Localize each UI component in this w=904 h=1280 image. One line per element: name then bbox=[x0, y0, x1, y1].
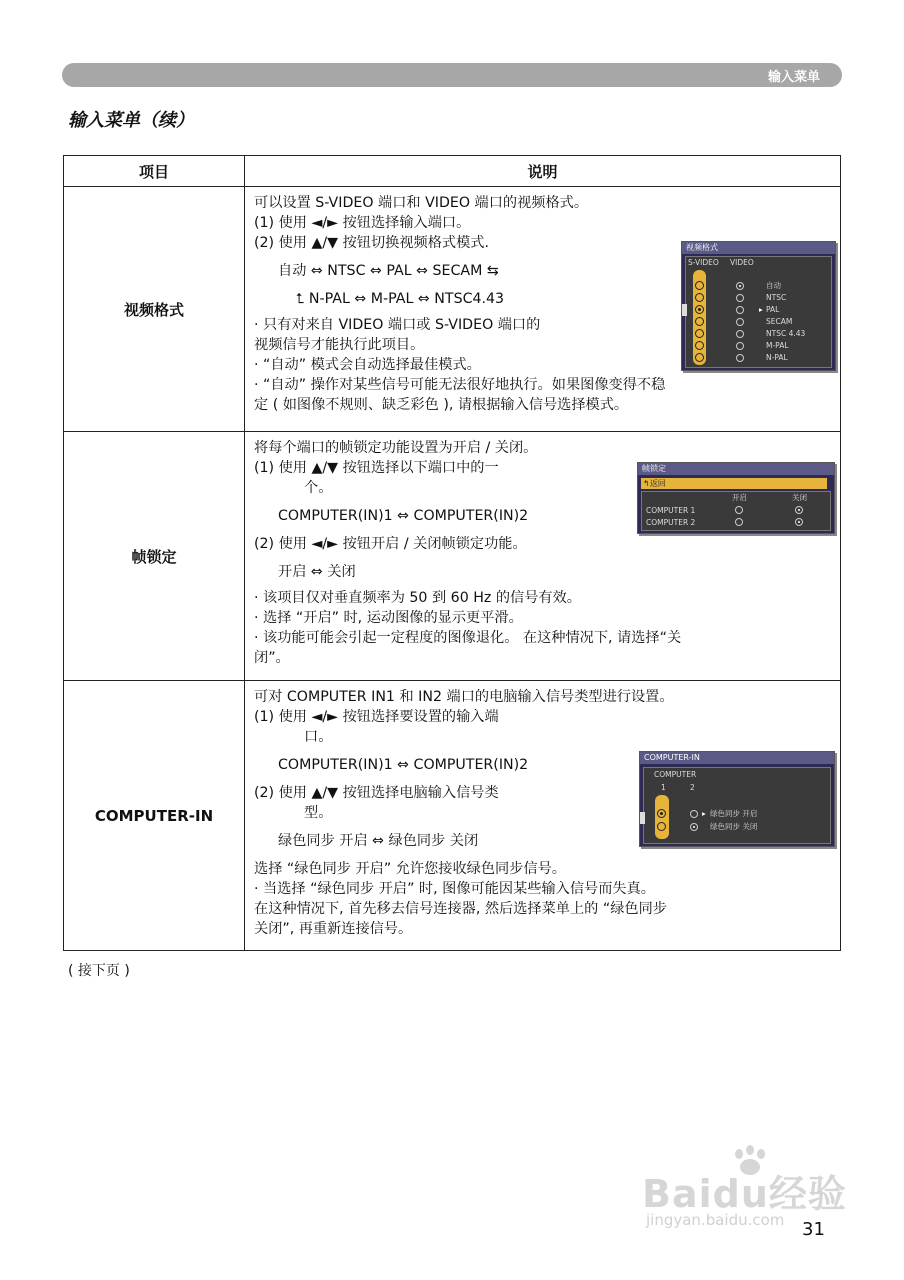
radio-button[interactable] bbox=[795, 518, 803, 526]
table-row bbox=[64, 432, 841, 681]
radio-button[interactable] bbox=[695, 329, 704, 338]
continued-note: ( 接下页 ) bbox=[68, 963, 130, 979]
osd-left-tab bbox=[682, 304, 687, 316]
osd-col-header: 1 bbox=[661, 783, 666, 792]
item-name: COMPUTER-IN bbox=[64, 681, 245, 951]
osd-back-item[interactable]: ↰返回 bbox=[641, 478, 827, 489]
radio-button[interactable] bbox=[736, 294, 744, 302]
header-description: 说明 bbox=[245, 156, 841, 187]
osd-cursor-icon: ▸ bbox=[759, 305, 763, 314]
desc-line: 可以设置 S-VIDEO 端口和 VIDEO 端口的视频格式。 bbox=[254, 195, 589, 211]
osd-left-tab bbox=[640, 812, 645, 824]
osd-col-header: S-VIDEO bbox=[688, 258, 719, 267]
osd-option[interactable]: 绿色同步 关闭 bbox=[710, 822, 758, 831]
desc-line: 选择 “绿色同步 开启” 允许您接收绿色同步信号。 bbox=[254, 861, 566, 877]
desc-line: ⮤ N-PAL ⇔ M-PAL ⇔ NTSC4.43 bbox=[296, 291, 505, 307]
desc-line: 在这种情况下, 首先移去信号连接器, 然后选择菜单上的 “绿色同步 bbox=[254, 901, 667, 917]
radio-button[interactable] bbox=[736, 354, 744, 362]
radio-button[interactable] bbox=[690, 810, 698, 818]
page-number: 31 bbox=[802, 1219, 825, 1240]
desc-line: 将每个端口的帧锁定功能设置为开启 / 关闭。 bbox=[254, 440, 538, 456]
osd-cursor-icon: ▸ bbox=[702, 809, 706, 818]
desc-line: · 该项目仅对垂直频率为 50 到 60 Hz 的信号有效。 bbox=[254, 590, 581, 606]
desc-line: · “自动” 操作对某些信号可能无法很好地执行。如果图像变得不稳 bbox=[254, 377, 666, 393]
radio-button[interactable] bbox=[736, 318, 744, 326]
osd-panel bbox=[643, 767, 831, 844]
osd-panel bbox=[641, 491, 831, 531]
input-menu-table bbox=[63, 155, 841, 951]
desc-line: (1) 使用 ▲/▼ 按钮选择以下端口中的一 bbox=[254, 460, 499, 476]
radio-button[interactable] bbox=[695, 281, 704, 290]
desc-line: 绿色同步 开启 ⇔ 绿色同步 关闭 bbox=[278, 833, 479, 849]
radio-button[interactable] bbox=[695, 341, 704, 350]
desc-line: · “自动” 模式会自动选择最佳模式。 bbox=[254, 357, 481, 373]
radio-button[interactable] bbox=[657, 809, 666, 818]
desc-line: (2) 使用 ▲/▼ 按钮切换视频格式模式. bbox=[254, 235, 489, 251]
radio-button[interactable] bbox=[657, 822, 666, 831]
baidu-watermark bbox=[642, 1145, 862, 1240]
header-item: 项目 bbox=[64, 156, 245, 187]
watermark-brand: Baidu经验 bbox=[642, 1172, 847, 1216]
table-row bbox=[64, 187, 841, 432]
osd-row-label: COMPUTER 1 bbox=[646, 506, 696, 515]
desc-line: (2) 使用 ▲/▼ 按钮选择电脑输入信号类 bbox=[254, 785, 499, 801]
computer-in-osd bbox=[639, 751, 835, 847]
desc-line: COMPUTER(IN)1 ⇔ COMPUTER(IN)2 bbox=[278, 757, 529, 773]
osd-option[interactable]: SECAM bbox=[766, 317, 793, 326]
osd-option[interactable]: M-PAL bbox=[766, 341, 789, 350]
desc-line: 型。 bbox=[304, 805, 333, 821]
section-header-bar bbox=[62, 63, 842, 87]
radio-button[interactable] bbox=[695, 317, 704, 326]
desc-line: 定 ( 如图像不规则、缺乏彩色 ), 请根据输入信号选择模式。 bbox=[254, 397, 629, 413]
item-description bbox=[245, 187, 841, 432]
desc-line: 闭”。 bbox=[254, 650, 290, 666]
osd-col-header: 2 bbox=[690, 783, 695, 792]
osd-col-header: VIDEO bbox=[730, 258, 754, 267]
desc-line: (1) 使用 ◄/► 按钮选择要设置的输入端 bbox=[254, 709, 499, 725]
radio-button[interactable] bbox=[735, 506, 743, 514]
radio-button[interactable] bbox=[795, 506, 803, 514]
table-row bbox=[64, 681, 841, 951]
radio-button[interactable] bbox=[690, 823, 698, 831]
osd-option[interactable]: NTSC bbox=[766, 293, 787, 302]
video-format-osd bbox=[681, 241, 836, 371]
osd-option[interactable]: NTSC 4.43 bbox=[766, 329, 806, 338]
desc-line: 开启 ⇔ 关闭 bbox=[278, 564, 356, 580]
item-name: 视频格式 bbox=[64, 187, 245, 432]
osd-title: COMPUTER-IN bbox=[640, 752, 834, 764]
osd-row-label: COMPUTER 2 bbox=[646, 518, 696, 527]
desc-line: · 只有对来自 VIDEO 端口或 S-VIDEO 端口的 bbox=[254, 317, 541, 333]
desc-line: · 选择 “开启” 时, 运动图像的显示更平滑。 bbox=[254, 610, 523, 626]
osd-option[interactable]: N-PAL bbox=[766, 353, 788, 362]
radio-button[interactable] bbox=[695, 305, 704, 314]
radio-button[interactable] bbox=[695, 293, 704, 302]
item-description bbox=[245, 681, 841, 951]
desc-line: 口。 bbox=[304, 729, 333, 745]
radio-button[interactable] bbox=[735, 518, 743, 526]
osd-col-header: 关闭 bbox=[792, 493, 807, 502]
radio-button[interactable] bbox=[736, 306, 744, 314]
desc-line: · 当选择 “绿色同步 开启” 时, 图像可能因某些输入信号而失真。 bbox=[254, 881, 655, 897]
page-heading: 输入菜单（续） bbox=[68, 110, 194, 131]
watermark-url: jingyan.baidu.com bbox=[646, 1211, 785, 1229]
desc-line: (1) 使用 ◄/► 按钮选择输入端口。 bbox=[254, 215, 471, 231]
osd-title: 视频格式 bbox=[682, 242, 835, 254]
desc-line: 可对 COMPUTER IN1 和 IN2 端口的电脑输入信号类型进行设置。 bbox=[254, 689, 674, 705]
osd-sub-title: COMPUTER bbox=[654, 770, 697, 779]
table-header-row bbox=[64, 156, 841, 187]
radio-button[interactable] bbox=[736, 330, 744, 338]
radio-button[interactable] bbox=[736, 282, 744, 290]
item-description bbox=[245, 432, 841, 681]
section-title: 输入菜单 bbox=[767, 70, 820, 85]
osd-option[interactable]: PAL bbox=[766, 305, 780, 314]
osd-option[interactable]: 自动 bbox=[766, 281, 781, 290]
osd-title: 帧锁定 bbox=[638, 463, 834, 475]
desc-line: 个。 bbox=[304, 480, 333, 496]
osd-option[interactable]: 绿色同步 开启 bbox=[710, 809, 758, 818]
desc-line: 自动 ⇔ NTSC ⇔ PAL ⇔ SECAM ⇆ bbox=[278, 263, 499, 279]
radio-button[interactable] bbox=[736, 342, 744, 350]
desc-line: 关闭”, 再重新连接信号。 bbox=[254, 921, 413, 937]
osd-col-header: 开启 bbox=[732, 493, 747, 502]
desc-line: COMPUTER(IN)1 ⇔ COMPUTER(IN)2 bbox=[278, 508, 529, 524]
desc-line: (2) 使用 ◄/► 按钮开启 / 关闭帧锁定功能。 bbox=[254, 536, 527, 552]
radio-button[interactable] bbox=[695, 353, 704, 362]
frame-lock-osd bbox=[637, 462, 835, 534]
item-name: 帧锁定 bbox=[64, 432, 245, 681]
osd-panel bbox=[685, 256, 832, 368]
desc-line: · 该功能可能会引起一定程度的图像退化。 在这种情况下, 请选择“关 bbox=[254, 630, 682, 646]
desc-line: 视频信号才能执行此项目。 bbox=[254, 337, 425, 353]
